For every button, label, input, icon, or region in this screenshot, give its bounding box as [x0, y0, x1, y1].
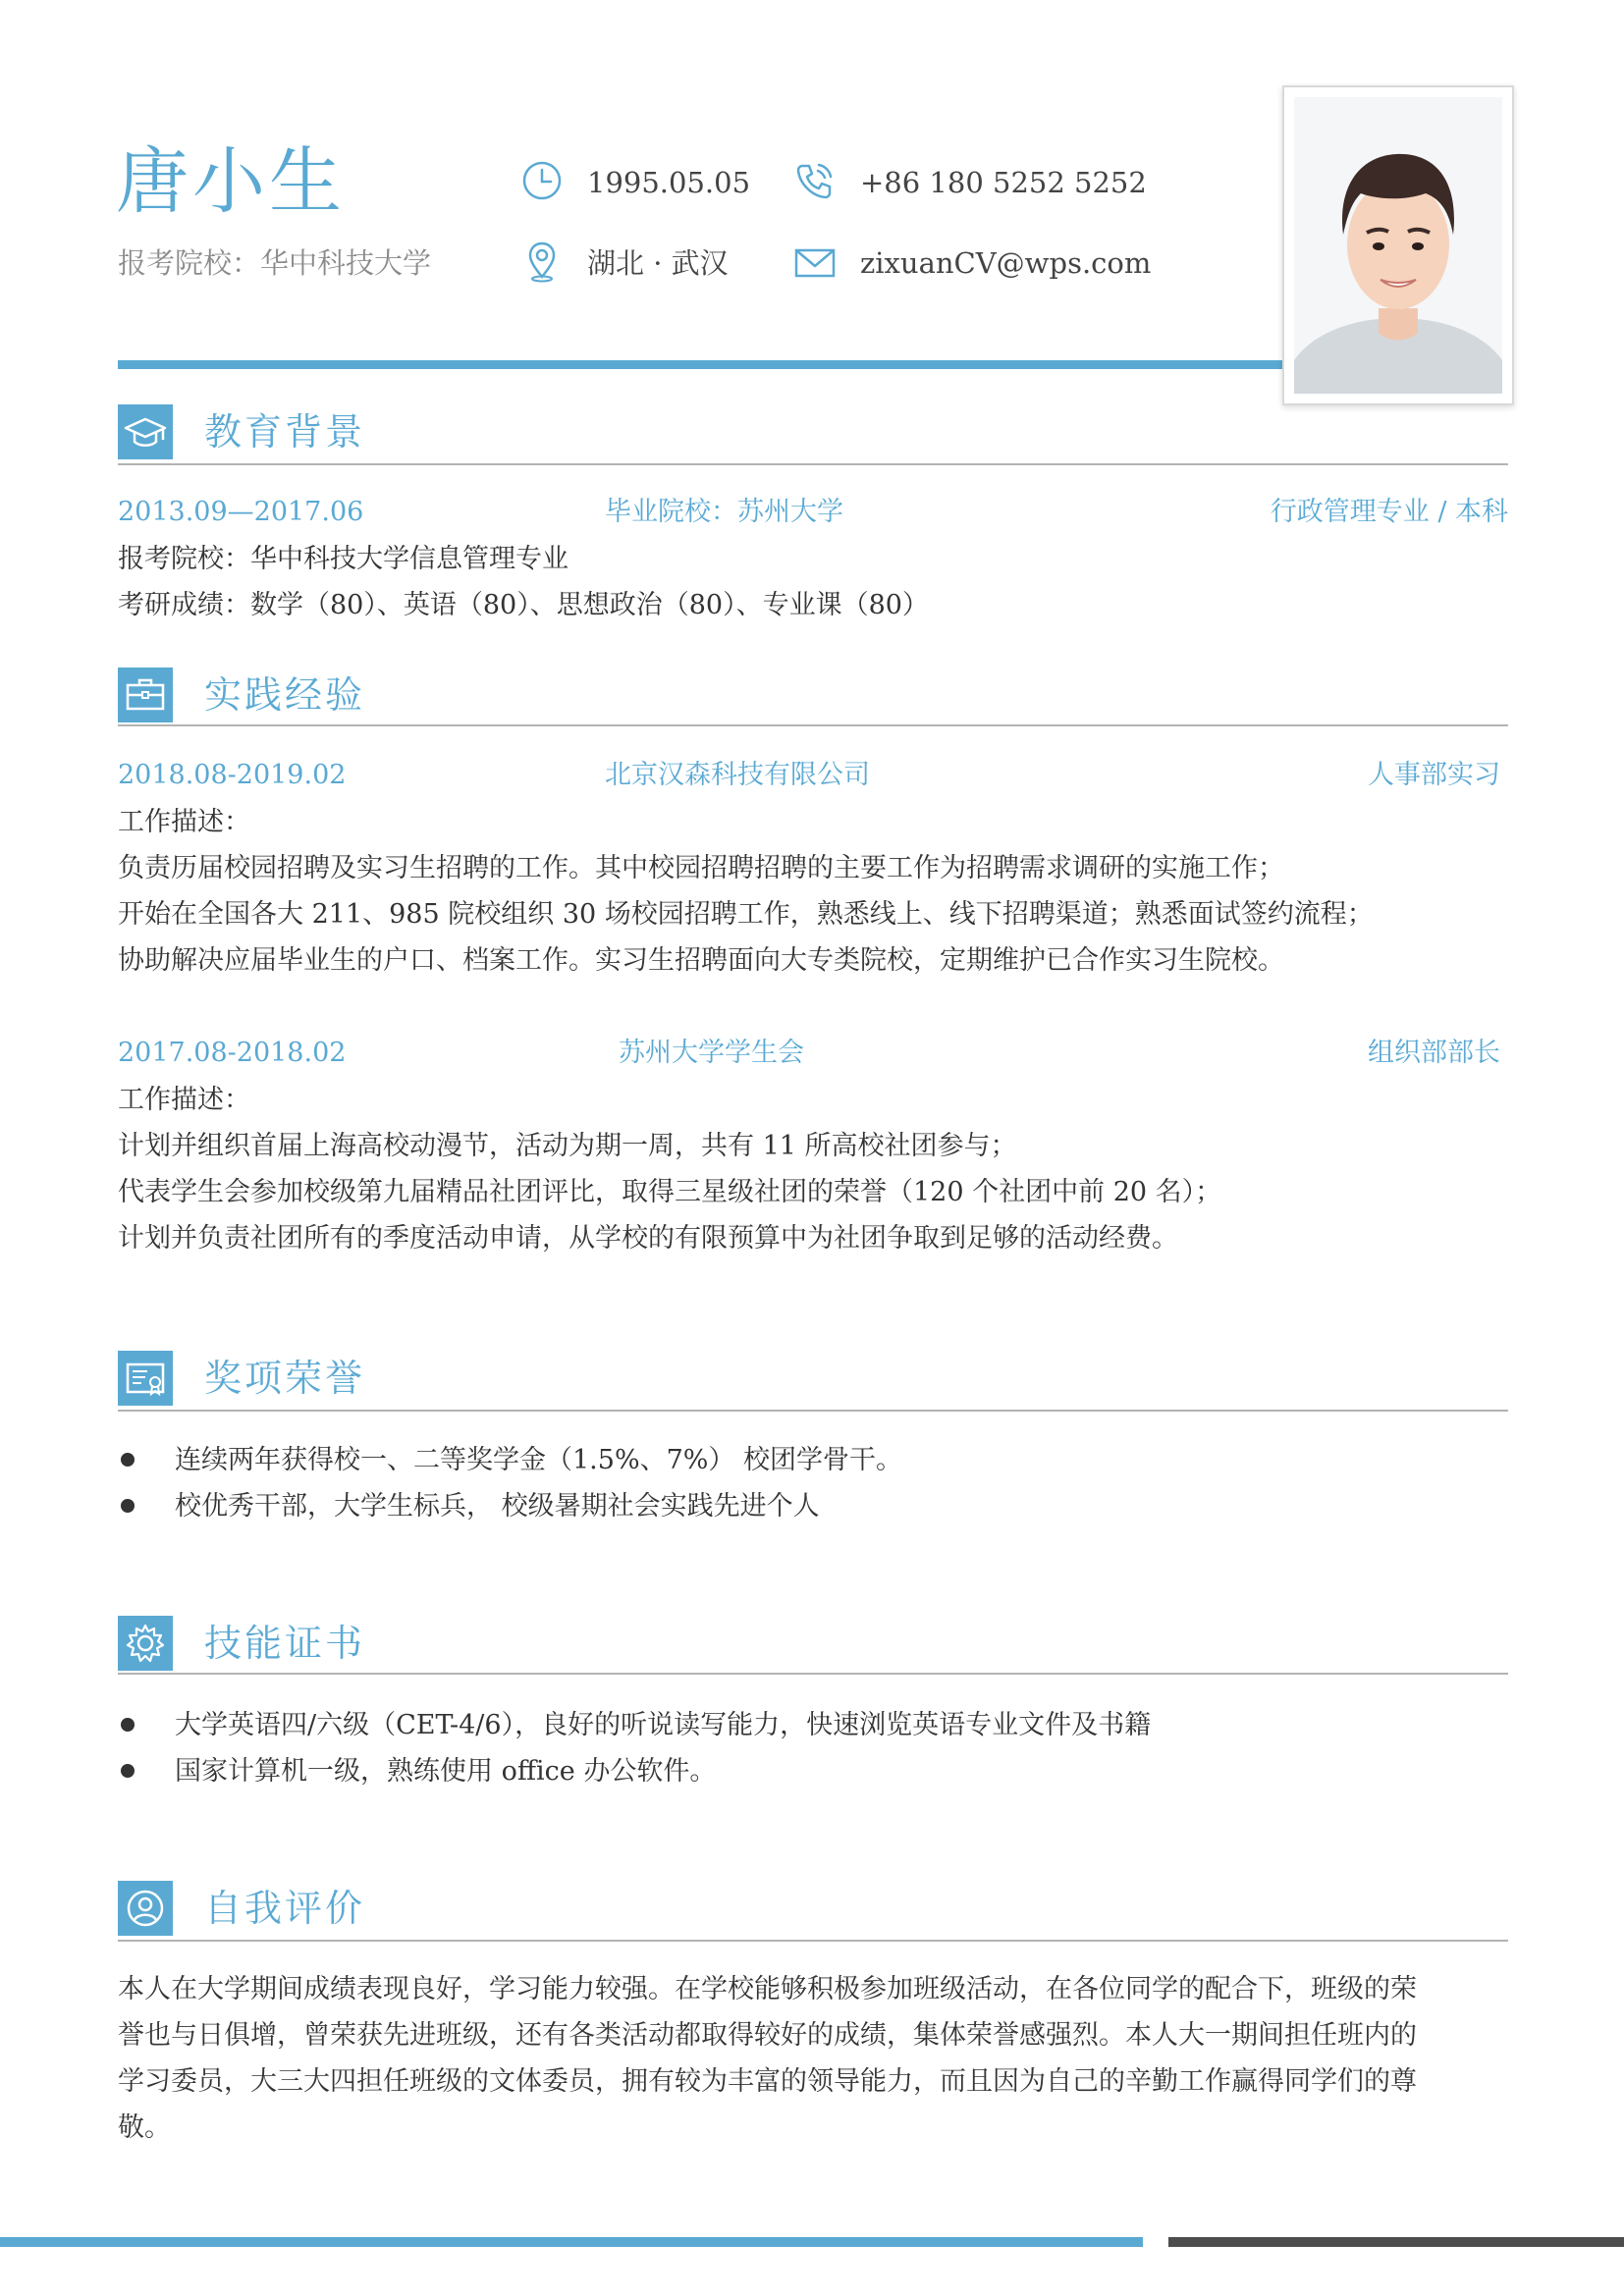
- education-line: 考研成绩：数学（80）、英语（80）、思想政治（80）、专业课（80）: [118, 590, 929, 620]
- experience-line: 工作描述：: [118, 1085, 250, 1115]
- section-title-self-eval: 自我评价: [204, 1887, 366, 1930]
- self-eval-line: 本人在大学期间成绩表现良好，学习能力较强。在学校能够积极参加班级活动，在各位同学的配合下，班级的荣: [118, 1974, 1417, 2004]
- mail-icon: [793, 241, 837, 285]
- award-item: 连续两年获得校一、二等奖学金（1.5%、7%） 校团学骨干。: [175, 1445, 903, 1475]
- section-divider: [118, 1673, 1508, 1675]
- user-icon: [118, 1881, 173, 1936]
- education-period: 2013.09—2017.06: [118, 497, 364, 527]
- section-divider: [118, 1940, 1508, 1942]
- award-item: 校优秀干部，大学生标兵， 校级暑期社会实践先进个人: [175, 1491, 820, 1522]
- experience-role: 组织部部长: [1368, 1038, 1500, 1068]
- education-line: 报考院校：华中科技大学信息管理专业: [118, 544, 568, 574]
- gear-icon: [118, 1616, 173, 1671]
- section-title-experience: 实践经验: [204, 673, 366, 717]
- phone-icon: [793, 159, 837, 202]
- phone-number: +86 180 5252 5252: [860, 166, 1147, 199]
- briefcase-icon: [118, 667, 173, 722]
- experience-line: 代表学生会参加校级第九届精品社团评比，取得三星级社团的荣誉（120 个社团中前 20 名）；: [118, 1177, 1222, 1207]
- section-divider: [118, 463, 1508, 465]
- skill-item: 国家计算机一级，熟练使用 office 办公软件。: [175, 1756, 717, 1787]
- candidate-name: 唐小生: [116, 139, 346, 224]
- self-eval-line: 敬。: [118, 2112, 171, 2143]
- experience-period: 2018.08-2019.02: [118, 760, 347, 790]
- education-major: 行政管理专业 / 本科: [1270, 497, 1508, 527]
- clock-icon: [520, 159, 564, 202]
- bullet-dot: [121, 1453, 135, 1467]
- header-divider-bar: [118, 360, 1282, 369]
- bullet-dot: [121, 1718, 135, 1732]
- self-eval-line: 学习委员，大三大四担任班级的文体委员，拥有较为丰富的领导能力，而且因为自己的辛勤工作赢得同学们的尊: [118, 2066, 1417, 2097]
- graduation-cap-icon: [118, 404, 173, 459]
- profile-photo: [1282, 85, 1514, 405]
- footer-bar-accent: [0, 2237, 1143, 2247]
- email-address: zixuanCV@wps.com: [860, 246, 1152, 280]
- experience-role: 人事部实习: [1368, 760, 1500, 790]
- experience-line: 工作描述：: [118, 807, 250, 837]
- bullet-dot: [121, 1499, 135, 1513]
- skill-item: 大学英语四/六级（CET-4/6），良好的听说读写能力，快速浏览英语专业文件及书籍: [175, 1710, 1152, 1740]
- section-title-skills: 技能证书: [204, 1622, 366, 1665]
- self-eval-line: 誉也与日俱增，曾荣获先进班级，还有各类活动都取得较好的成绩，集体荣誉感强烈。本人大一期间担任班内的: [118, 2020, 1417, 2051]
- section-divider: [118, 724, 1508, 726]
- experience-line: 开始在全国各大 211、985 院校组织 30 场校园招聘工作，熟悉线上、线下招聘渠道；熟悉面试签约流程；: [118, 899, 1374, 930]
- experience-line: 计划并组织首届上海高校动漫节，活动为期一周，共有 11 所高校社团参与；: [118, 1131, 1017, 1161]
- apply-school: 报考院校：华中科技大学: [118, 246, 432, 280]
- experience-org: 北京汉森科技有限公司: [605, 760, 870, 790]
- section-title-education: 教育背景: [204, 410, 366, 454]
- education-school: 毕业院校：苏州大学: [605, 497, 843, 527]
- experience-line: 负责历届校园招聘及实习生招聘的工作。其中校园招聘招聘的主要工作为招聘需求调研的实施工作；: [118, 853, 1284, 883]
- section-divider: [118, 1410, 1508, 1412]
- experience-org: 苏州大学学生会: [619, 1038, 804, 1068]
- location-pin-icon: [520, 240, 564, 283]
- footer-bar-dark: [1168, 2237, 1624, 2247]
- birth-date: 1995.05.05: [587, 166, 751, 199]
- experience-line: 计划并负责社团所有的季度活动申请，从学校的有限预算中为社团争取到足够的活动经费。: [118, 1223, 1178, 1254]
- section-title-awards: 奖项荣誉: [204, 1357, 366, 1400]
- location: 湖北 · 武汉: [587, 246, 729, 280]
- bullet-dot: [121, 1764, 135, 1778]
- certificate-icon: [118, 1351, 173, 1406]
- portrait-illustration: [1294, 97, 1502, 394]
- experience-line: 协助解决应届毕业生的户口、档案工作。实习生招聘面向大专类院校，定期维护已合作实习生院校。: [118, 945, 1284, 976]
- experience-period: 2017.08-2018.02: [118, 1038, 347, 1068]
